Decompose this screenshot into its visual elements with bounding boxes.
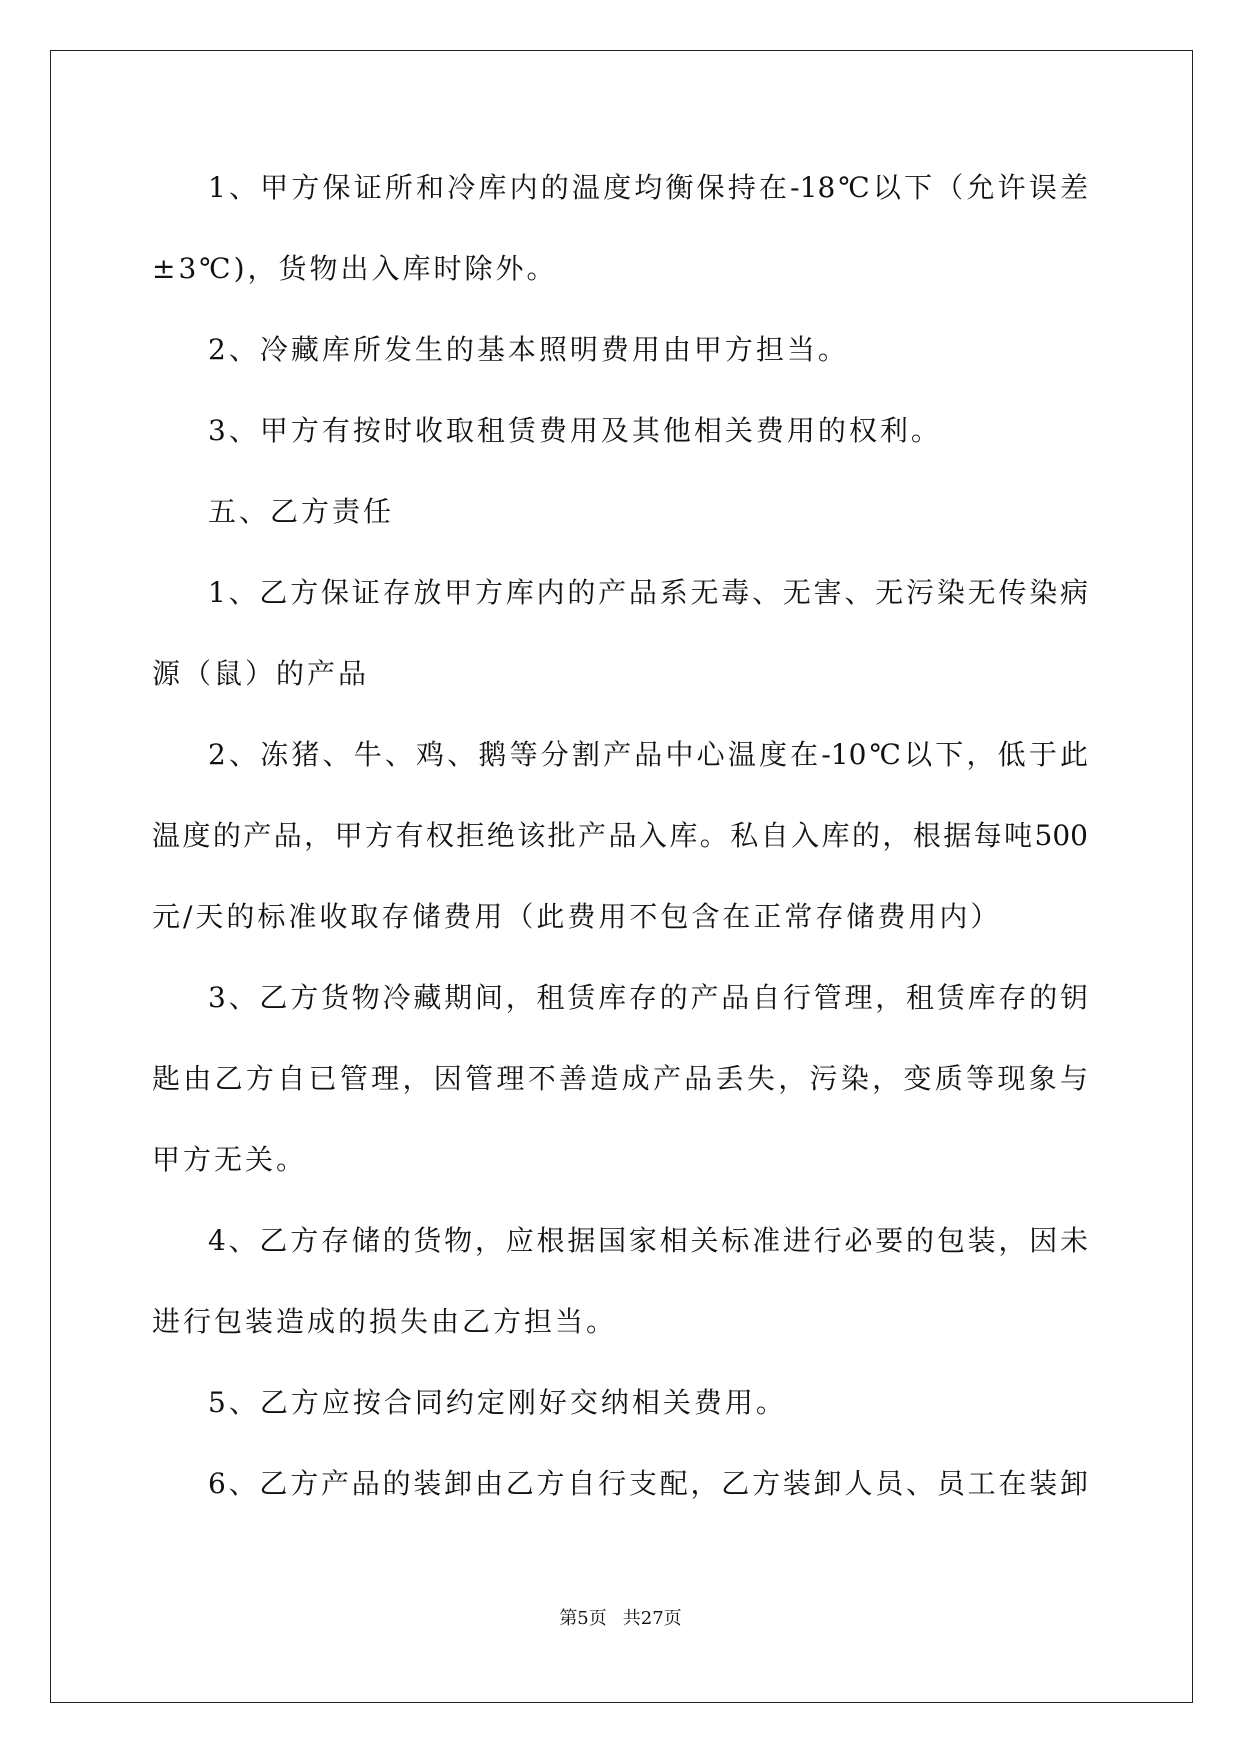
paragraph-line: 5、乙方应按合同约定刚好交纳相关费用。 [208, 1386, 787, 1419]
paragraph-line: 温度的产品，甲方有权拒绝该批产品入库。私自入库的，根据每吨500 [152, 819, 1088, 852]
paragraph-line: 3、甲方有按时收取租赁费用及其他相关费用的权利。 [208, 414, 942, 447]
paragraph-line: 甲方无关。 [152, 1143, 308, 1176]
paragraph-line: 2、冷藏库所发生的基本照明费用由甲方担当。 [208, 333, 849, 366]
paragraph-line: 1、甲方保证所和冷库内的温度均衡保持在-18℃以下（允许误差 [208, 171, 1088, 204]
paragraph-line: 源（鼠）的产品 [152, 657, 370, 690]
paragraph-line: 3、乙方货物冷藏期间，租赁库存的产品自行管理，租赁库存的钥 [208, 981, 1088, 1014]
paragraph-line: 进行包装造成的损失由乙方担当。 [152, 1305, 618, 1338]
page-number-total: 共27页 [622, 1608, 682, 1629]
paragraph-line: 元/天的标准收取存储费用（此费用不包含在正常存储费用内） [152, 900, 1002, 933]
section-heading: 五、乙方责任 [208, 495, 395, 528]
paragraph-line: 2、冻猪、牛、鸡、鹅等分割产品中心温度在-10℃以下，低于此 [208, 738, 1088, 771]
paragraph-line: 匙由乙方自已管理，因管理不善造成产品丢失，污染，变质等现象与 [152, 1062, 1088, 1095]
paragraph-line: 4、乙方存储的货物，应根据国家相关标准进行必要的包装，因未 [208, 1224, 1088, 1257]
paragraph-line: ±3℃)，货物出入库时除外。 [152, 252, 558, 285]
paragraph-line: 6、乙方产品的装卸由乙方自行支配，乙方装卸人员、员工在装卸 [208, 1467, 1088, 1500]
paragraph-line: 1、乙方保证存放甲方库内的产品系无毒、无害、无污染无传染病 [208, 576, 1088, 609]
page-border [50, 50, 1193, 1703]
page-footer [0, 1604, 1241, 1630]
page-number-current: 第5页 [559, 1608, 607, 1629]
